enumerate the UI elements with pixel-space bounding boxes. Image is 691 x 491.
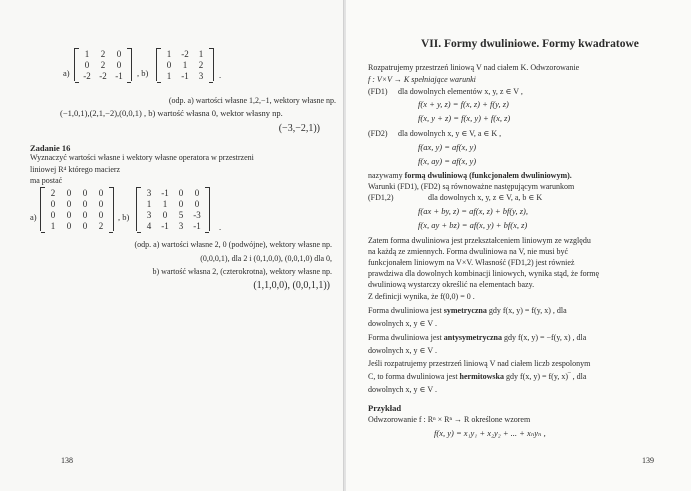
matrix-cell: 1 [198, 48, 204, 59]
matrix-cell: 0 [194, 187, 200, 198]
p8-line2 [368, 372, 586, 382]
matrix-cell: 0 [82, 220, 88, 231]
fd12-text: dla dowolnych x, y, z ∈ V, a, b ∈ K [428, 193, 543, 202]
right-page [346, 0, 691, 491]
task-line1: Wyznaczyć wartości własne i wektory własne operatora w przestrzeni [30, 153, 254, 162]
example-title: Przykład [368, 403, 402, 413]
p4-line5: dwuliniową wystarczy określić na elementach bazy. [368, 280, 535, 289]
p6-post: gdy f(x, y) = f(y, x) , dla [486, 306, 567, 315]
fd12-label: (FD1,2) [368, 193, 394, 202]
fd2-eq2: f(x, ay) = af(x, y) [418, 156, 477, 166]
matrix-cell: 0 [66, 220, 72, 231]
matrix-cell: -2 [181, 48, 189, 59]
example-eq: f(x, y) = x₁y₁ + x₂y₂ + ... + xₙyₙ , [434, 428, 546, 438]
p6-pre: Forma dwuliniowa jest [368, 306, 444, 315]
task-line3: ma postać [30, 176, 63, 185]
matrix-cell: 1 [84, 48, 90, 59]
p8-bold: hermitowska [459, 372, 504, 381]
fd1-label: (FD1) [368, 87, 388, 96]
label-b: , b) [137, 68, 149, 78]
matrix-cell: 1 [166, 70, 172, 81]
answer1-line2: (−1,0,1),(2,1,−2),(0,0,1) , b) wartość własna 0, wektor własny np. [60, 108, 283, 118]
matrix-cell: 0 [194, 198, 200, 209]
p1-line2: f : V×V → K spełniające warunki [368, 75, 476, 84]
matrix-cell: 0 [82, 209, 88, 220]
p4-line3: funkcjonałem liniowym na V×V. Własność (FD1,2) jest również [368, 258, 575, 267]
matrix-cell: 1 [146, 198, 152, 209]
p7-line2: dowolnych x, y ∈ V . [368, 346, 437, 355]
task-title: Zadanie 16 [30, 143, 71, 153]
p7-line1 [368, 333, 586, 343]
matrix-cell: 5 [178, 209, 184, 220]
fd2-text: dla dowolnych x, y ∈ V, a ∈ K , [398, 129, 502, 138]
matrix-cell: -1 [193, 220, 201, 231]
p4-line4: prawdziwa dla dowolnych kombinacji liniowych, wynika stąd, że formę [368, 269, 600, 278]
answer2-line4: (1,1,0,0), (0,0,1,1)) [253, 280, 330, 291]
matrix-cell: 3 [146, 187, 152, 198]
matrix-cell: -3 [193, 209, 201, 220]
p4-line2: na każdą ze zmiennych. Forma dwuliniowa na V, nie musi być [368, 247, 569, 256]
p6-line2: dowolnych x, y ∈ V . [368, 319, 437, 328]
p2-prefix: nazywamy [368, 171, 405, 180]
matrix-d [136, 187, 210, 231]
matrix-cell: 3 [146, 209, 152, 220]
matrix-cell: 0 [162, 209, 168, 220]
fd1-eq1: f(x + y, z) = f(x, z) + f(y, z) [418, 99, 509, 109]
matrix-cell: 2 [100, 48, 106, 59]
matrix-cell: 2 [50, 187, 56, 198]
fd2-eq1: f(ax, y) = af(x, y) [418, 142, 477, 152]
matrix-cell: 2 [100, 59, 106, 70]
fd1-eq2: f(x, y + z) = f(x, y) + f(x, z) [418, 113, 511, 123]
fd12-eq2: f(x, ay + bz) = af(x, y) + bf(x, z) [418, 220, 528, 230]
left-page [0, 0, 344, 491]
matrix-b [156, 48, 214, 81]
matrix-cell: -1 [181, 70, 189, 81]
answer2-line3: b) wartość własna 2, (czterokrotna), wektory własne np. [152, 267, 332, 276]
matrix-cell: 1 [166, 48, 172, 59]
matrix-cell: 0 [82, 198, 88, 209]
matrix-cell: 0 [66, 198, 72, 209]
matrix-cell: -1 [161, 220, 169, 231]
matrix-cell: 0 [178, 187, 184, 198]
fd2-label: (FD2) [368, 129, 388, 138]
p8-post: gdy f(x, y) = f(y, x)‾ , dla [504, 372, 587, 381]
matrix-cell: -2 [83, 70, 91, 81]
matrix-cell: 0 [98, 198, 104, 209]
p7-post: gdy f(x, y) = −f(y, x) , dla [502, 333, 587, 342]
matrix-cell: 0 [50, 209, 56, 220]
matrix-cell: 0 [82, 187, 88, 198]
label-b2: , b) [118, 212, 130, 222]
matrix-cell: 2 [198, 59, 204, 70]
matrix-cell: 0 [84, 59, 90, 70]
p7-bold: antysymetryczna [443, 333, 502, 342]
p4-line1: Zatem forma dwuliniowa jest przekształceniem liniowym ze względu [368, 236, 591, 245]
matrix-c [40, 187, 114, 231]
chapter-title: VII. Formy dwuliniowe. Formy kwadratowe [421, 38, 639, 50]
page-number-right: 139 [642, 456, 654, 465]
p6-line1 [368, 306, 567, 316]
matrix-a [74, 48, 132, 81]
matrix-cell: 3 [178, 220, 184, 231]
label-a2: a) [30, 212, 37, 222]
p1-line1: Rozpatrujemy przestrzeń liniową V nad ciałem K. Odwzorowanie [368, 63, 580, 72]
matrix-cell: 0 [116, 59, 122, 70]
matrix-cell: -2 [99, 70, 107, 81]
answer2-line1: (odp. a) wartości własne 2, 0 (podwójne), wektory własne np. [134, 240, 332, 249]
answer1-line1: (odp. a) wartości własne 1,2,−1, wektory własne np. [168, 96, 336, 105]
matrix-cell: 3 [198, 70, 204, 81]
matrix-cell: 1 [182, 59, 188, 70]
matrix-cell: 2 [98, 220, 104, 231]
matrix-cell: 1 [162, 198, 168, 209]
fd1-text: dla dowolnych elementów x, y, z ∈ V , [398, 87, 523, 96]
label-a: a) [63, 68, 70, 78]
fd12-eq1: f(ax + by, z) = af(x, z) + bf(y, z), [418, 206, 528, 216]
p8-pre: C, to forma dwuliniowa jest [368, 372, 460, 381]
matrix-cell: 0 [50, 198, 56, 209]
matrix-b-end: . [219, 70, 222, 80]
page-number-left: 138 [61, 456, 73, 465]
answer2-line2: (0,0,0,1), dla 2 i (0,1,0,0), (0,0,1,0) dla 0, [200, 254, 332, 263]
p2-bold: formą dwuliniową (funkcjonałem dwuliniowym). [404, 171, 572, 180]
matrix-cell: 0 [66, 187, 72, 198]
p5-line1: Z definicji wynika, że f(0,0) = 0 . [368, 292, 475, 301]
matrix-cell: -1 [161, 187, 169, 198]
matrix-d-end: . [219, 222, 222, 232]
answer1-line3: (−3,−2,1)) [278, 123, 320, 134]
matrix-cell: -1 [115, 70, 123, 81]
matrix-cell: 1 [50, 220, 56, 231]
matrix-cell: 0 [116, 48, 122, 59]
matrix-cell: 0 [178, 198, 184, 209]
p6-bold: symetryczna [443, 306, 487, 315]
p3-line1: Warunki (FD1), (FD2) są równoważne następującym warunkom [368, 182, 575, 191]
p2 [368, 171, 572, 181]
p8-line3: dowolnych x, y ∈ V . [368, 385, 437, 394]
matrix-cell: 4 [146, 220, 152, 231]
matrix-cell: 0 [66, 209, 72, 220]
matrix-cell: 0 [98, 209, 104, 220]
example-line1: Odwzorowanie f : Rⁿ × Rⁿ → R określone wzorem [368, 415, 531, 424]
matrix-cell: 0 [166, 59, 172, 70]
p8-line1: Jeśli rozpatrujemy przestrzeń liniową V nad ciałem liczb zespolonym [368, 359, 591, 368]
matrix-cell: 0 [98, 187, 104, 198]
task-line2: liniowej R⁴ którego macierz [30, 165, 121, 174]
p7-pre: Forma dwuliniowa jest [368, 333, 444, 342]
